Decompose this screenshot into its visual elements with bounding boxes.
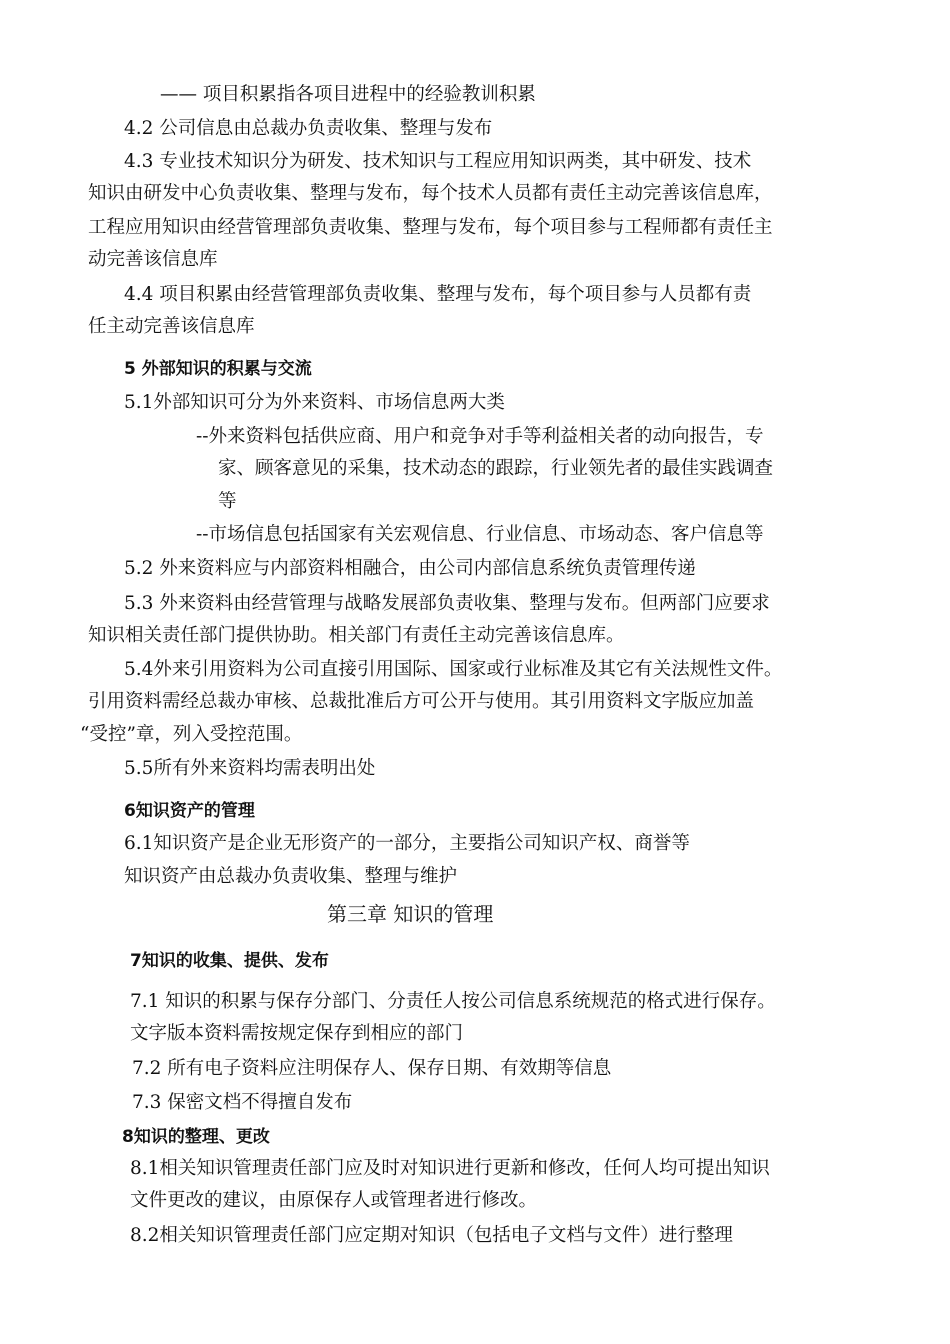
paragraph-line: 5.1外部知识可分为外来资料、市场信息两大类 xyxy=(124,392,505,413)
paragraph-line: 5.3 外来资料由经营管理与战略发展部负责收集、整理与发布。但两部门应要求 xyxy=(124,593,770,614)
paragraph-line: 5.5所有外来资料均需表明出处 xyxy=(124,758,376,779)
section-heading-7: 7知识的收集、提供、发布 xyxy=(130,951,329,971)
paragraph-line: “受控”章，列入受控范围。 xyxy=(80,724,303,745)
section-heading-5: 5 外部知识的积累与交流 xyxy=(124,359,312,379)
paragraph-line: 4.3 专业技术知识分为研发、技术知识与工程应用知识两类，其中研发、技术 xyxy=(124,151,752,172)
paragraph-line: 动完善该信息库 xyxy=(88,249,218,270)
paragraph-line: --市场信息包括国家有关宏观信息、行业信息、市场动态、客户信息等 xyxy=(196,524,764,545)
paragraph-line: 工程应用知识由经营管理部负责收集、整理与发布，每个项目参与工程师都有责任主 xyxy=(88,217,773,238)
paragraph-line: 4.4 项目积累由经营管理部负责收集、整理与发布，每个项目参与人员都有责 xyxy=(124,284,752,305)
paragraph-line: 文件更改的建议，由原保存人或管理者进行修改。 xyxy=(130,1190,538,1211)
paragraph-line: 任主动完善该信息库 xyxy=(88,316,255,337)
paragraph-line: 知识相关责任部门提供协助。相关部门有责任主动完善该信息库。 xyxy=(88,625,625,646)
paragraph-line: 知识资产由总裁办负责收集、整理与维护 xyxy=(124,866,458,887)
section-heading-8: 8知识的整理、更改 xyxy=(122,1127,270,1147)
paragraph-line: 8.1相关知识管理责任部门应及时对知识进行更新和修改，任何人均可提出知识 xyxy=(130,1158,770,1179)
chapter-title: 第三章 知识的管理 xyxy=(327,902,494,926)
paragraph-line: 7.3 保密文档不得擅自发布 xyxy=(132,1092,353,1113)
paragraph-line: 6.1知识资产是企业无形资产的一部分，主要指公司知识产权、商誉等 xyxy=(124,833,690,854)
paragraph-line: 8.2相关知识管理责任部门应定期对知识（包括电子文档与文件）进行整理 xyxy=(130,1225,733,1246)
paragraph-line: 等 xyxy=(218,491,237,512)
paragraph-line: 7.2 所有电子资料应注明保存人、保存日期、有效期等信息 xyxy=(132,1058,612,1079)
paragraph-line: 5.4外来引用资料为公司直接引用国际、国家或行业标准及其它有关法规性文件。 xyxy=(124,659,783,680)
paragraph-line: 家、顾客意见的采集，技术动态的跟踪，行业领先者的最佳实践调查 xyxy=(218,458,774,479)
paragraph-line: 7.1 知识的积累与保存分部门、分责任人按公司信息系统规范的格式进行保存。 xyxy=(130,991,776,1012)
paragraph-line: --外来资料包括供应商、用户和竞争对手等利益相关者的动向报告，专 xyxy=(196,426,764,447)
paragraph-line: 知识由研发中心负责收集、整理与发布，每个技术人员都有责任主动完善该信息库， xyxy=(88,183,773,204)
paragraph-line: 文字版本资料需按规定保存到相应的部门 xyxy=(130,1023,464,1044)
section-heading-6: 6知识资产的管理 xyxy=(124,801,255,821)
paragraph-line: —— 项目积累指各项目进程中的经验教训积累 xyxy=(160,84,536,105)
paragraph-line: 5.2 外来资料应与内部资料相融合，由公司内部信息系统负责管理传递 xyxy=(124,558,696,579)
paragraph-line: 引用资料需经总裁办审核、总裁批准后方可公开与使用。其引用资料文字版应加盖 xyxy=(88,691,755,712)
paragraph-line: 4.2 公司信息由总裁办负责收集、整理与发布 xyxy=(124,118,493,139)
